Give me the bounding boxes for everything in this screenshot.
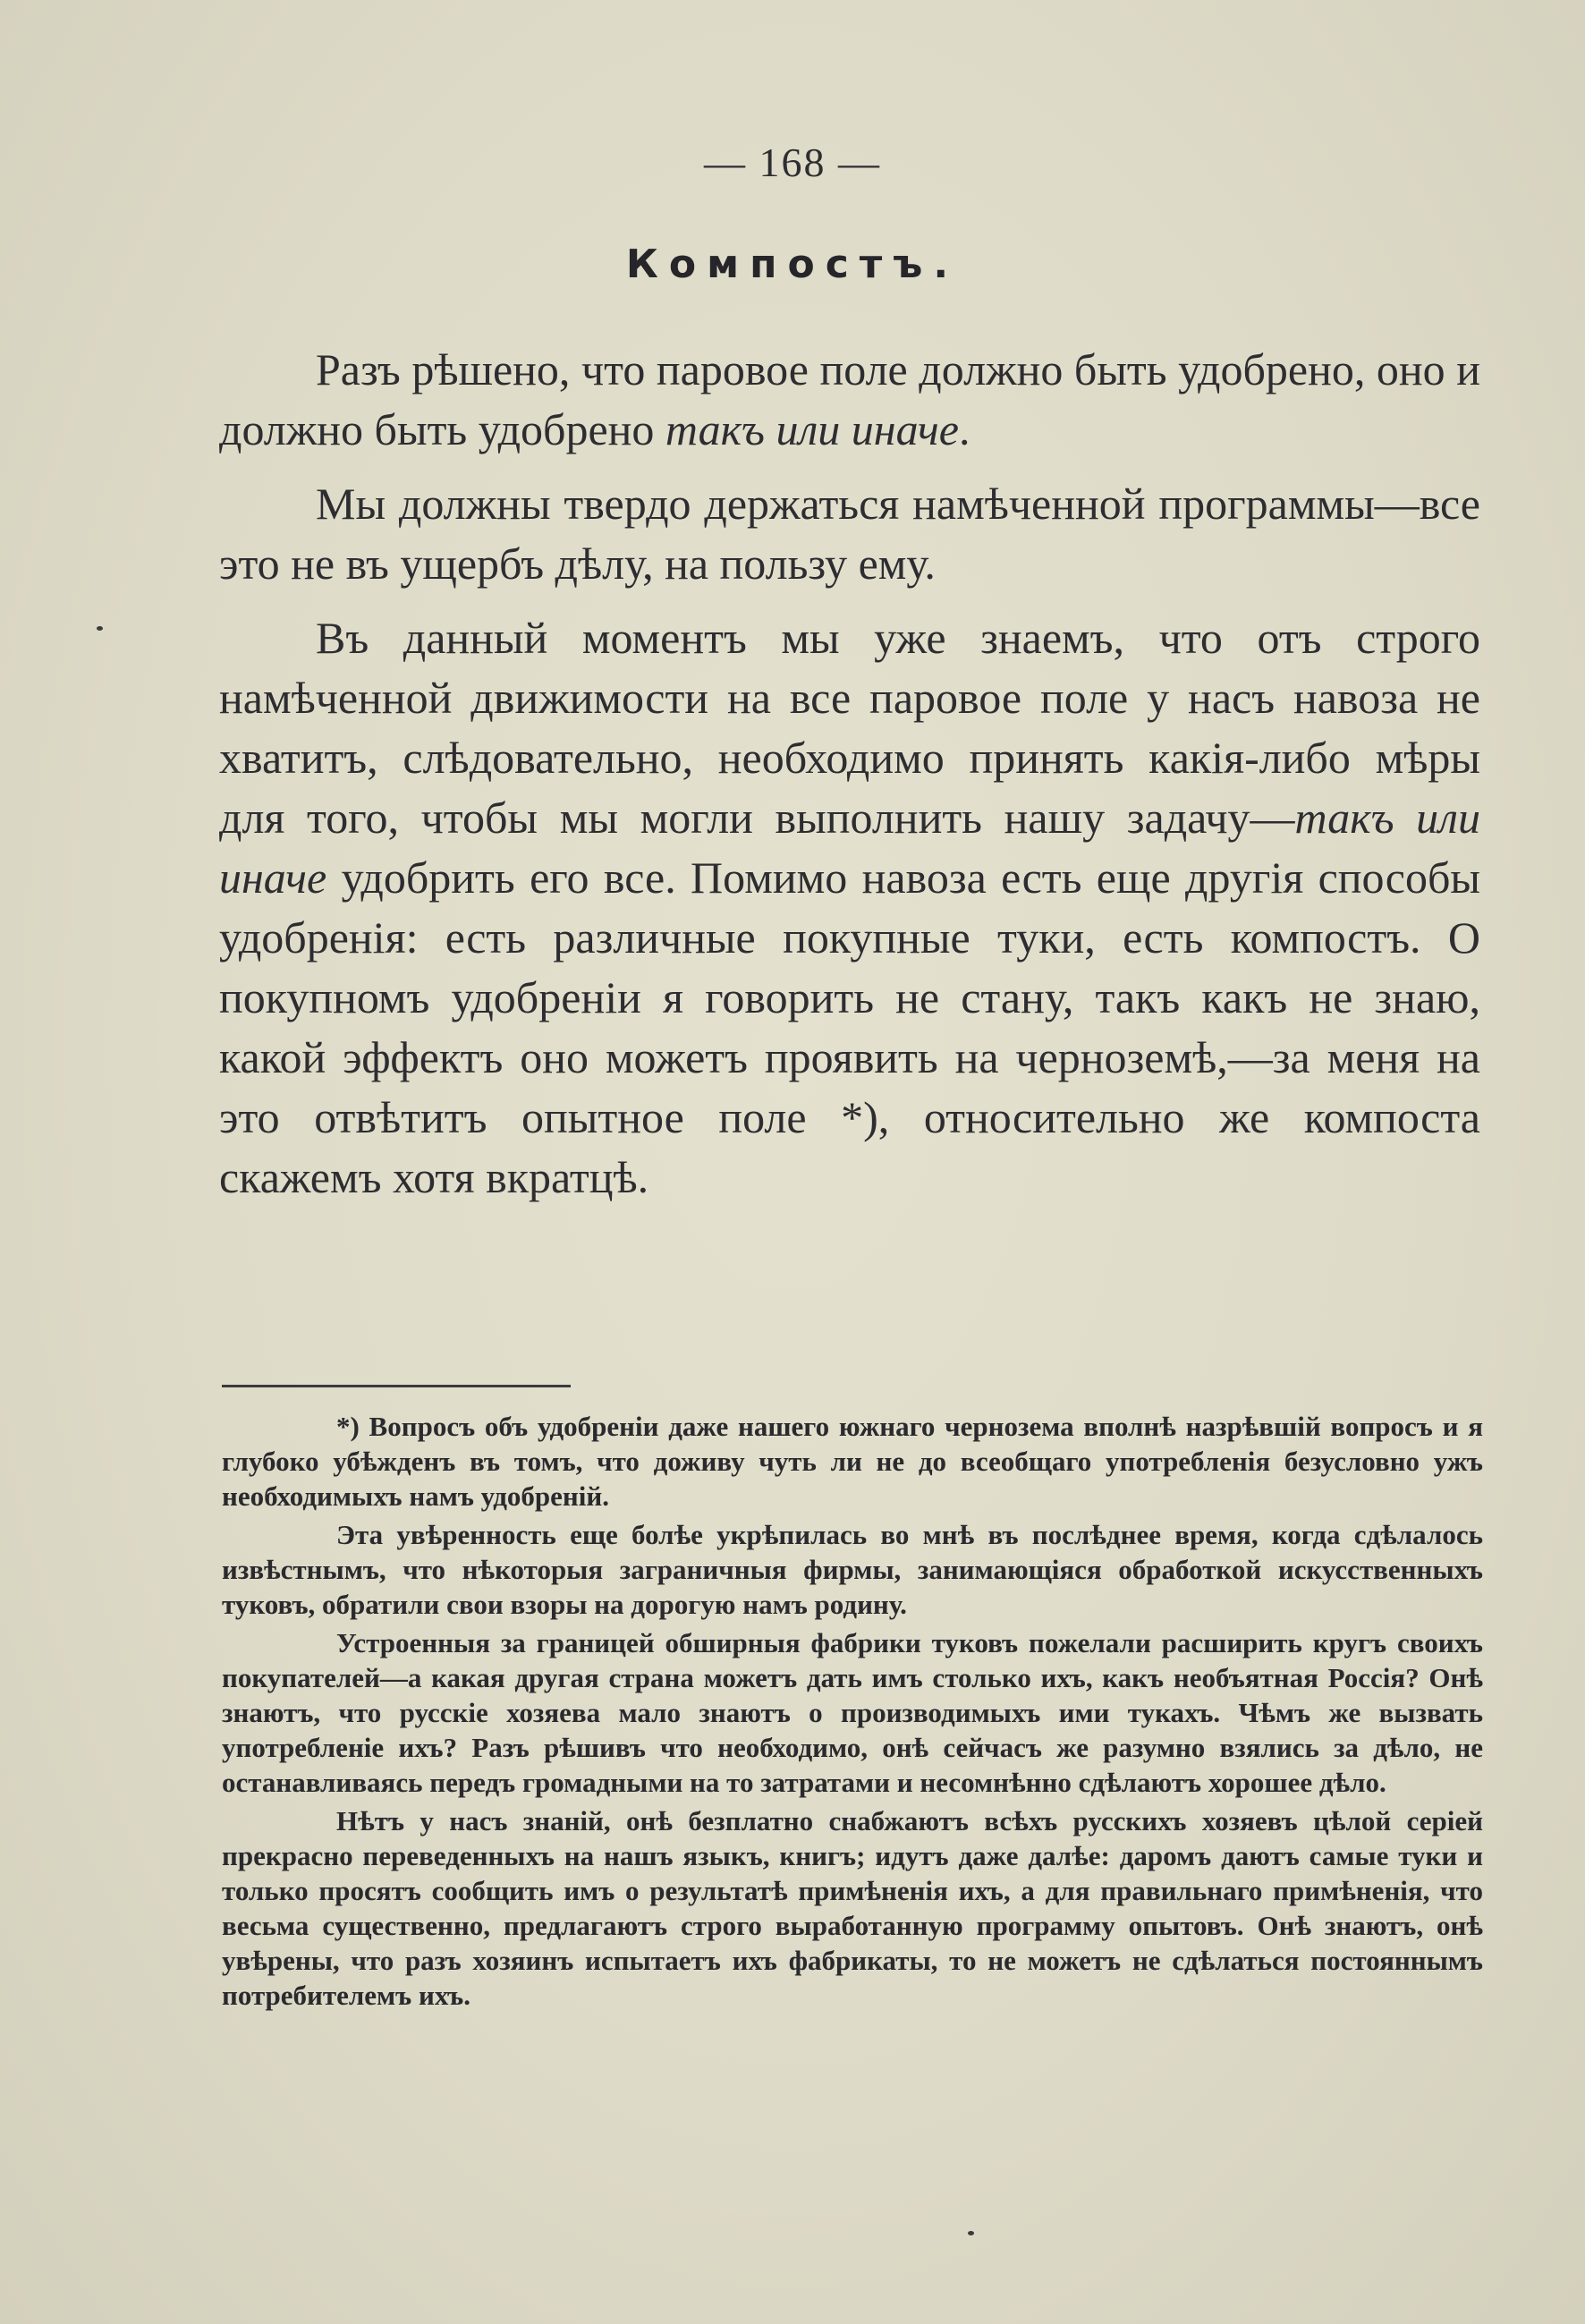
paragraph-2-text: Мы должны твердо держаться намѣченной программы—все это не въ ущербъ дѣлу, на пользу ему. — [219, 479, 1480, 589]
main-text — [219, 340, 1480, 1222]
paragraph-3 — [219, 608, 1480, 1208]
footnote-paragraph-2: Эта увѣренность еще болѣе укрѣпилась во мнѣ въ послѣднее время, когда сдѣлалось извѣстнымъ, что нѣкоторыя заграничныя фирмы, занимающіяся обработкой искусственныхъ туковъ, обратили свои взоры на дорогую намъ родину. — [222, 1519, 1483, 1620]
footnote-paragraph-3: Устроенныя за границей обширныя фабрики туковъ пожелали расширить кругъ своихъ покупателей—а какая другая страна можетъ дать имъ столько ихъ, какъ необъятная Россія? Онѣ знаютъ, что русскіе хозяева мало знаютъ о производимыхъ ими тукахъ. Чѣмъ же вызвать употребленіе ихъ? Разъ рѣшивъ что необходимо, онѣ сейчасъ же разумно взялись за дѣло, не останавливаясь передъ громадными на то затратами и несомнѣнно сдѣлаютъ хорошее дѣло. — [222, 1627, 1483, 1798]
chapter-title: Компостъ. — [625, 242, 960, 287]
print-speck — [97, 626, 103, 631]
paragraph-1 — [219, 340, 1480, 460]
paragraph-1-text-a: Разъ рѣшено, что паровое поле должно быть удобрено, оно и должно быть удобрено — [219, 344, 1480, 454]
paragraph-3-text-b: удобрить его все. Помимо навоза есть еще другія способы удобренія: есть различные покупные туки, есть компостъ. О покупномъ удобреніи я говорить не стану, такъ какъ не знаю, какой эффектъ оно можетъ проявить на черноземѣ,—за меня на это отвѣтитъ опытное поле *), относительно же компоста скажемъ хотя вкратцѣ. — [219, 852, 1480, 1202]
paragraph-3-emphasis: такъ или иначе — [219, 793, 1480, 903]
footnote-divider — [222, 1385, 571, 1387]
print-speck — [968, 2231, 974, 2235]
page-number: — 168 — — [704, 140, 881, 185]
footnotes — [222, 1409, 1483, 2016]
paragraph-1-emphasis: такъ или иначе — [665, 404, 959, 454]
paragraph-3-text-a: Въ данный моментъ мы уже знаемъ, что отъ строго намѣченной движимости на все паровое поле у насъ навоза не хватитъ, слѣдовательно, необходимо принять какія-либо мѣры для того, чтобы мы могли выполнить нашу задачу— — [219, 613, 1480, 843]
footnote-paragraph-1: *) Вопросъ объ удобреніи даже нашего южнаго чернозема вполнѣ назрѣвшій вопросъ и я глубоко убѣжденъ въ томъ, что доживу чуть ли не до всеобщаго употребленія безусловно ужъ необходимыхъ намъ удобреній. — [222, 1411, 1483, 1512]
footnote-paragraph-4: Нѣтъ у насъ знаній, онѣ безплатно снабжаютъ всѣхъ русскихъ хозяевъ цѣлой серіей прекрасно переведенныхъ на нашъ языкъ, книгъ; идутъ даже далѣе: даромъ даютъ самые туки и только просятъ сообщить имъ о результатѣ примѣненія ихъ, а для правильнаго примѣненія, что весьма существенно, предлагаютъ строго выработанную программу опытовъ. Онѣ знаютъ, онѣ увѣрены, что разъ хозяинъ испытаетъ ихъ фабрикаты, то не можетъ не сдѣлаться постояннымъ потребителемъ ихъ. — [222, 1805, 1483, 2011]
paragraph-2 — [219, 474, 1480, 594]
paragraph-1-text-b: . — [958, 404, 970, 454]
